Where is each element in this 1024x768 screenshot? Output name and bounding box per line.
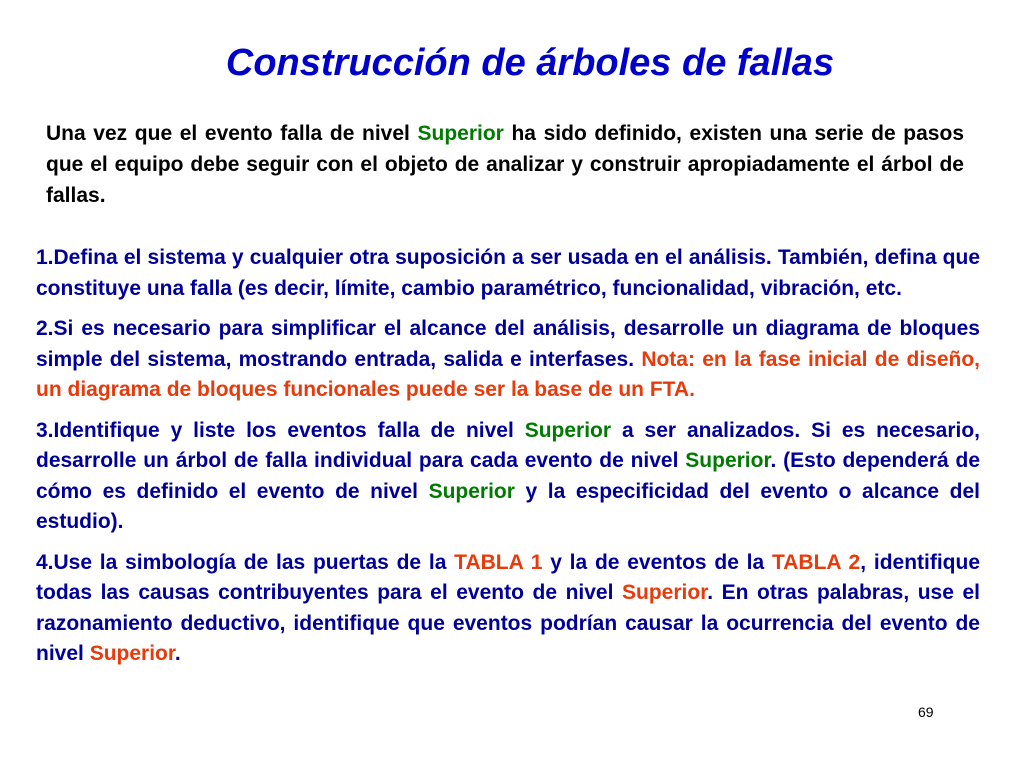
step-4-tabla-2: TABLA 2	[771, 550, 861, 574]
step-3-superior-3: Superior	[428, 479, 515, 503]
step-4-text-i: .	[174, 642, 181, 665]
step-2-note: Nota: en la fase inicial de diseño, un diagrama de bloques funcionales puede ser la base de un FTA.	[36, 347, 981, 401]
step-4-tabla-1: TABLA 1	[454, 550, 543, 574]
step-3-superior-1: Superior	[524, 418, 612, 442]
step-3-text-a: 3.Identifique y liste los eventos falla de nivel	[36, 418, 525, 442]
step-3-text-c: a ser analizados. Si es necesario, desarrolle un árbol de falla individual para cada evento de nivel	[36, 418, 980, 472]
step-4-superior-2: Superior	[89, 642, 175, 665]
step-3-text-e: . (Esto dependerá de cómo es definido el evento de nivel	[36, 449, 981, 503]
step-4-superior-1: Superior	[622, 581, 708, 604]
step-2-text: 2.Si es necesario para simplificar el alcance del análisis, desarrolle un diagrama de bloques simple del sistema, mostrando entrada, salida e interfases.	[36, 317, 980, 371]
slide-title: Construcción de árboles de fallas	[225, 42, 835, 84]
step-3-superior-2: Superior	[685, 449, 771, 472]
step-3-text-g: y la especificidad del evento o alcance del estudio).	[36, 479, 980, 533]
intro-text-2: ha sido definido, existen una serie de pasos que el equipo debe seguir con el objeto de analizar y construir apropiadamente el árbol de fallas.	[46, 122, 964, 207]
step-2	[36, 314, 980, 406]
step-4-text-e: , identifique todas las causas contribuyentes para el evento de nivel	[36, 550, 981, 604]
intro-paragraph	[46, 118, 964, 211]
intro-highlight: Superior	[417, 122, 504, 145]
step-4	[36, 548, 980, 670]
step-1-text: 1.Defina el sistema y cualquier otra suposición a ser usada en el análisis. También, defina que constituye una falla (es decir, límite, cambio paramétrico, funcionalidad, vibración, etc.	[36, 246, 980, 300]
step-4-text-g: . En otras palabras, use el razonamiento deductivo, identifique que eventos podrían causar la ocurrencia del evento de nivel	[36, 581, 981, 665]
step-1	[36, 243, 980, 304]
step-3	[36, 416, 980, 538]
step-4-text-a: 4.Use la simbología de las puertas de la	[36, 550, 455, 574]
step-4-text-c: y la de eventos de la	[542, 550, 772, 574]
steps-list	[36, 243, 980, 680]
page-number: 69	[918, 704, 934, 720]
intro-text-1: Una vez que el evento falla de nivel	[46, 122, 418, 145]
